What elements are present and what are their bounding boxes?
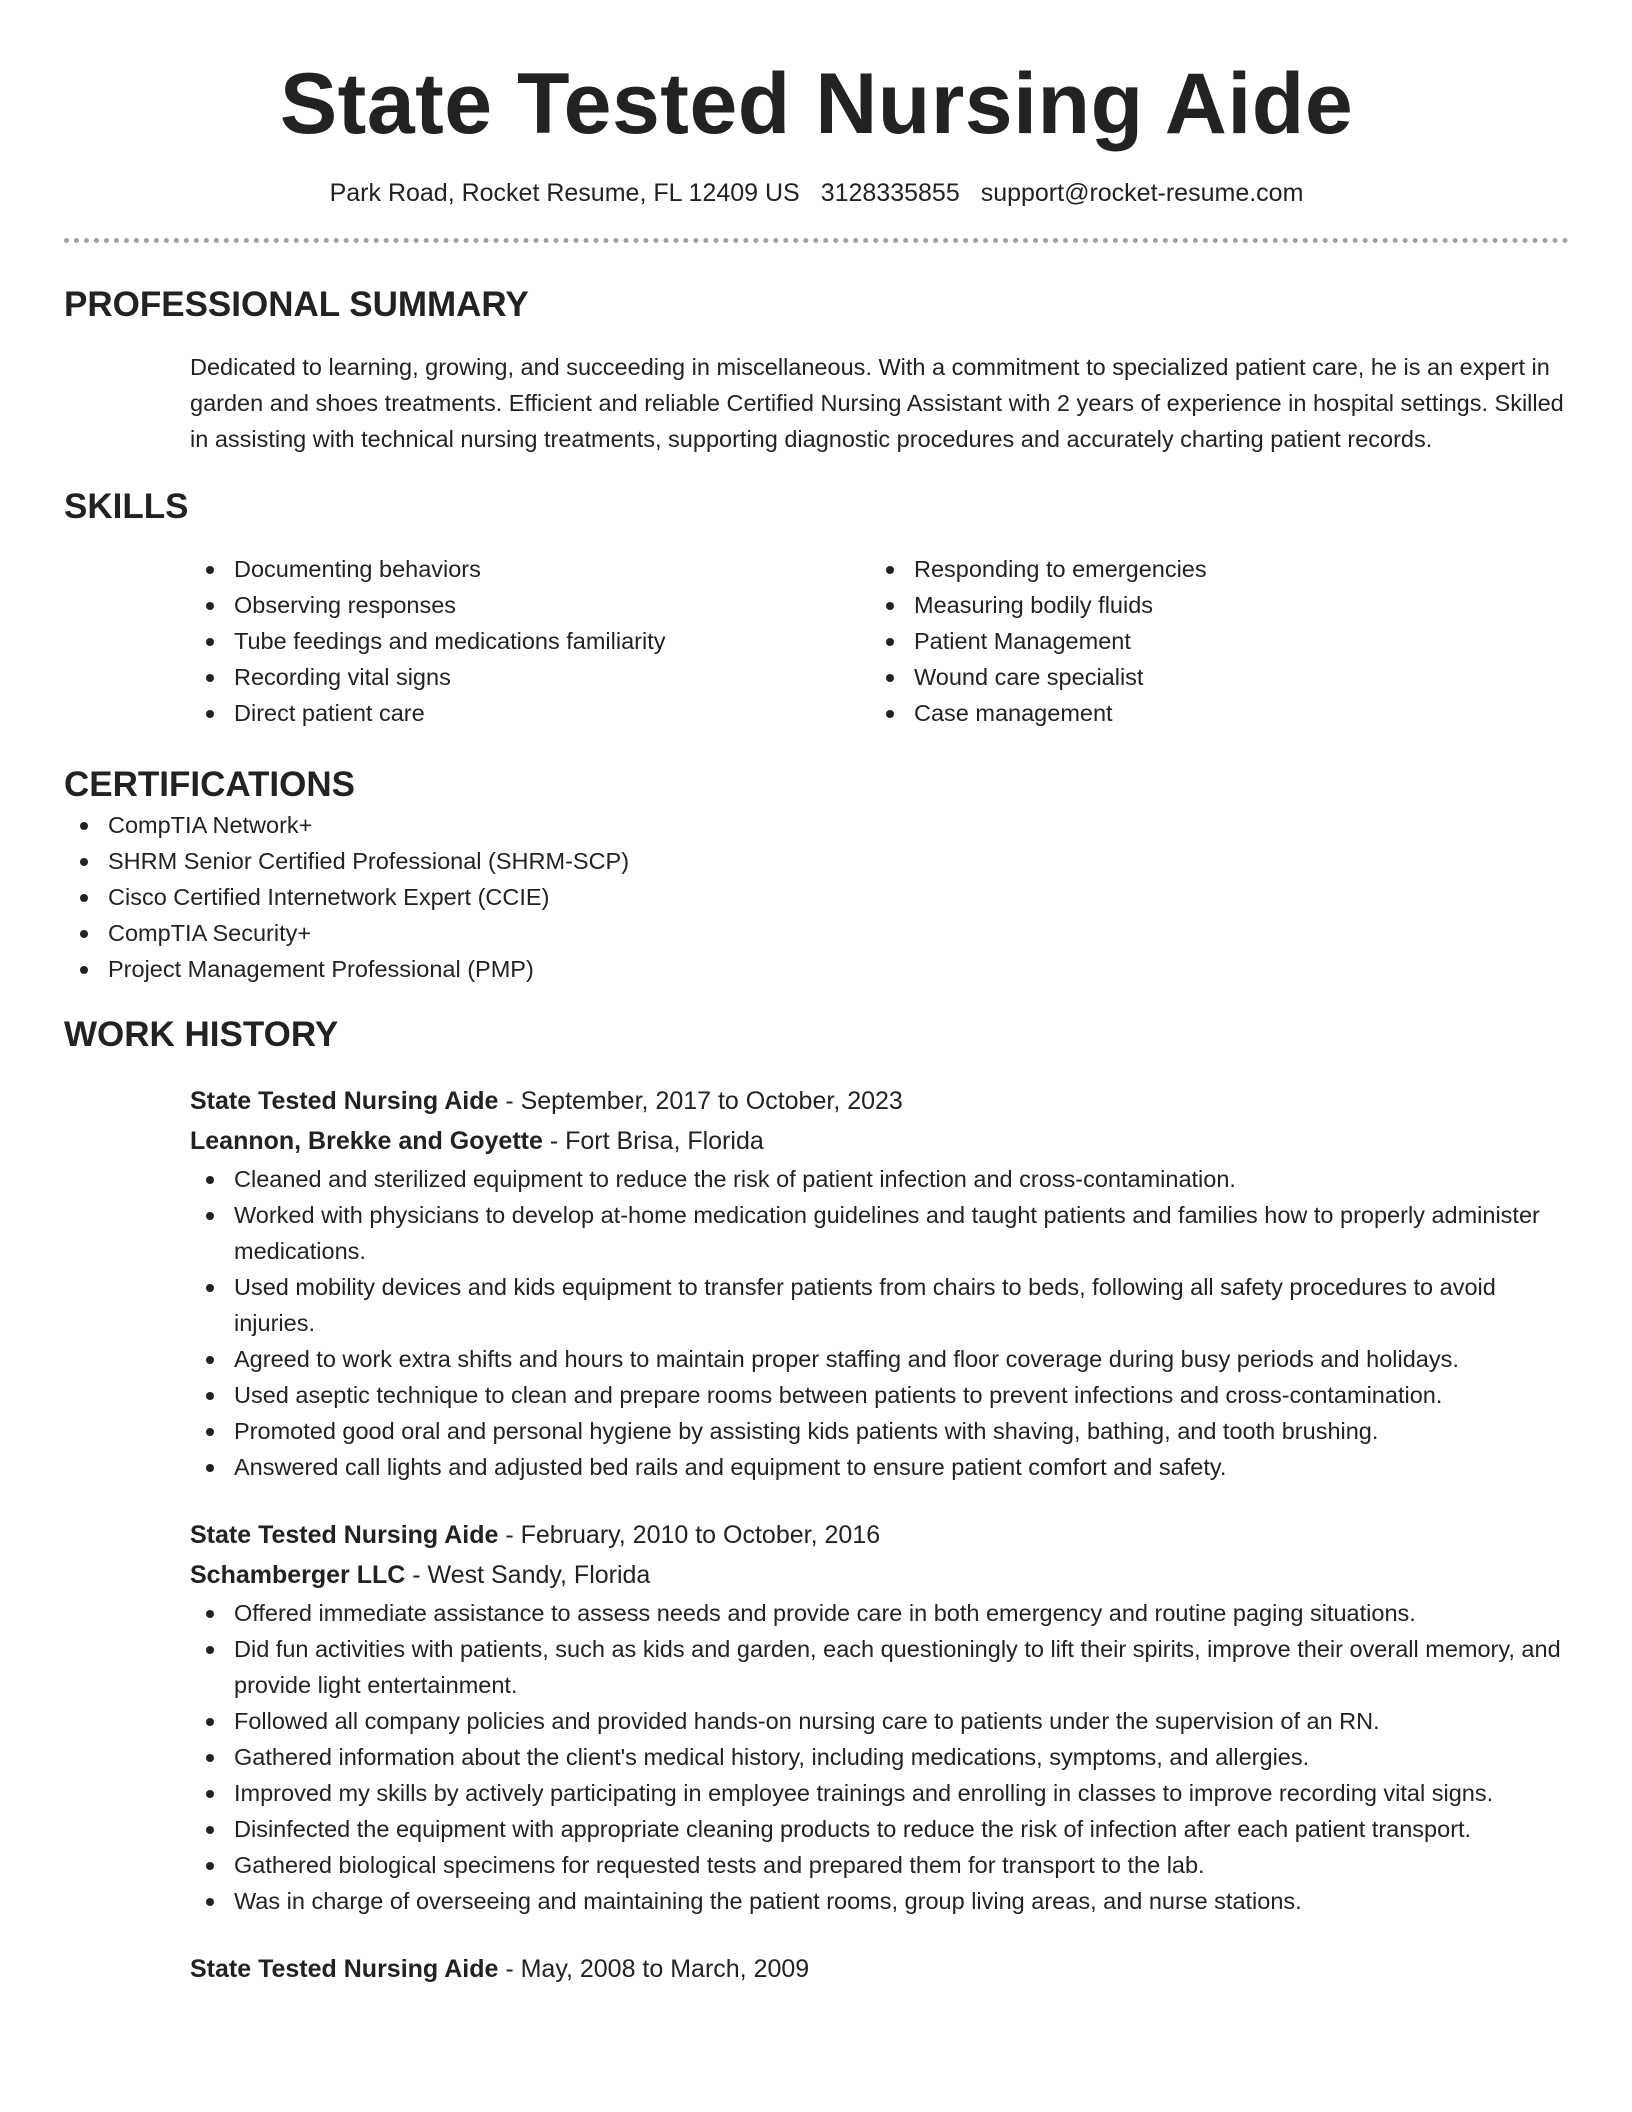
skill-item: Documenting behaviors <box>190 551 870 587</box>
job-entry <box>190 1949 1569 1989</box>
summary-section <box>64 283 1569 457</box>
contact-line <box>64 176 1569 210</box>
certification-item: Cisco Certified Internetwork Expert (CCIE) <box>64 879 1569 915</box>
job-duty-item: Disinfected the equipment with appropriate cleaning products to reduce the risk of infection after each patient transport. <box>190 1811 1580 1847</box>
job-duty-item: Cleaned and sterilized equipment to reduce the risk of patient infection and cross-contamination. <box>190 1161 1580 1197</box>
skill-item: Case management <box>870 695 1550 731</box>
contact-address: Park Road, Rocket Resume, FL 12409 US <box>329 179 800 207</box>
contact-email: support@rocket-resume.com <box>980 179 1304 207</box>
certification-item: SHRM Senior Certified Professional (SHRM-SCP) <box>64 843 1569 879</box>
summary-text: Dedicated to learning, growing, and succeeding in miscellaneous. With a commitment to specialized patient care, he is an expert in garden and shoes treatments. Efficient and reliable Certified Nursing Assistant with 2 years of experience in hospital settings. Skilled in assisting with technical nursing treatments, supporting diagnostic procedures and accurately charting patient records. <box>190 354 1564 452</box>
skill-item: Tube feedings and medications familiarity <box>190 623 870 659</box>
job-dates: - September, 2017 to October, 2023 <box>498 1087 903 1115</box>
job-duty-item: Offered immediate assistance to assess needs and provide care in both emergency and routine paging situations. <box>190 1595 1580 1631</box>
certification-item: CompTIA Security+ <box>64 915 1569 951</box>
job-duties-list <box>190 1595 1580 1919</box>
skill-item: Measuring bodily fluids <box>870 587 1550 623</box>
job-duty-item: Gathered biological specimens for requested tests and prepared them for transport to the lab. <box>190 1847 1580 1883</box>
job-role-line <box>190 1515 1569 1555</box>
job-duty-item: Worked with physicians to develop at-home medication guidelines and taught patients and families how to properly administer medications. <box>190 1197 1580 1269</box>
skills-column-left <box>190 551 870 731</box>
job-company-line <box>190 1555 1569 1595</box>
job-dates: - February, 2010 to October, 2016 <box>498 1521 881 1549</box>
resume-title: State Tested Nursing Aide <box>279 56 1354 152</box>
skill-item: Direct patient care <box>190 695 870 731</box>
job-dates: - May, 2008 to March, 2009 <box>498 1955 810 1983</box>
skills-section <box>64 485 1569 731</box>
job-duty-item: Used aseptic technique to clean and prepare rooms between patients to prevent infections and cross-contamination. <box>190 1377 1580 1413</box>
job-role: State Tested Nursing Aide <box>190 1955 499 1983</box>
resume-page <box>64 0 1569 1989</box>
work-history-section <box>64 1013 1569 1989</box>
job-company-line <box>190 1121 1569 1161</box>
job-duty-item: Did fun activities with patients, such as kids and garden, each questioningly to lift their spirits, improve their overall memory, and provide light entertainment. <box>190 1631 1580 1703</box>
contact-phone: 3128335855 <box>820 179 960 207</box>
job-role: State Tested Nursing Aide <box>190 1521 499 1549</box>
job-duty-item: Used mobility devices and kids equipment to transfer patients from chairs to beds, following all safety procedures to avoid injuries. <box>190 1269 1580 1341</box>
certification-item: CompTIA Network+ <box>64 807 1569 843</box>
job-company: Schamberger LLC <box>190 1561 406 1589</box>
job-duty-item: Followed all company policies and provided hands-on nursing care to patients under the supervision of an RN. <box>190 1703 1580 1739</box>
job-location: - West Sandy, Florida <box>405 1561 651 1589</box>
job-role: State Tested Nursing Aide <box>190 1087 499 1115</box>
job-company: Leannon, Brekke and Goyette <box>190 1127 543 1155</box>
job-duty-item: Was in charge of overseeing and maintaining the patient rooms, group living areas, and nurse stations. <box>190 1883 1580 1919</box>
skills-column-right <box>870 551 1550 731</box>
certification-item: Project Management Professional (PMP) <box>64 951 1569 987</box>
job-location: - Fort Brisa, Florida <box>542 1127 764 1155</box>
skill-item: Responding to emergencies <box>870 551 1550 587</box>
skill-item: Patient Management <box>870 623 1550 659</box>
job-duty-item: Agreed to work extra shifts and hours to maintain proper staffing and floor coverage during busy periods and holidays. <box>190 1341 1580 1377</box>
job-duty-item: Promoted good oral and personal hygiene by assisting kids patients with shaving, bathing, and tooth brushing. <box>190 1413 1580 1449</box>
certifications-list <box>64 807 1569 987</box>
job-duty-item: Improved my skills by actively participating in employee trainings and enrolling in classes to improve recording vital signs. <box>190 1775 1580 1811</box>
job-role-line <box>190 1949 1569 1989</box>
job-duty-item: Gathered information about the client's medical history, including medications, symptoms, and allergies. <box>190 1739 1580 1775</box>
skills-grid <box>190 551 1569 731</box>
skill-item: Wound care specialist <box>870 659 1550 695</box>
job-duty-item: Answered call lights and adjusted bed rails and equipment to ensure patient comfort and safety. <box>190 1449 1580 1485</box>
summary-heading: PROFESSIONAL SUMMARY <box>64 285 529 324</box>
header-divider <box>64 238 1569 243</box>
certifications-section <box>64 763 1569 987</box>
job-duties-list <box>190 1161 1580 1485</box>
skill-item: Recording vital signs <box>190 659 870 695</box>
job-role-line <box>190 1081 1569 1121</box>
work-history-heading: WORK HISTORY <box>64 1015 339 1054</box>
job-entry <box>190 1081 1569 1485</box>
skills-heading: SKILLS <box>64 487 189 526</box>
certifications-heading: CERTIFICATIONS <box>64 765 356 804</box>
skill-item: Observing responses <box>190 587 870 623</box>
job-entry <box>190 1515 1569 1919</box>
